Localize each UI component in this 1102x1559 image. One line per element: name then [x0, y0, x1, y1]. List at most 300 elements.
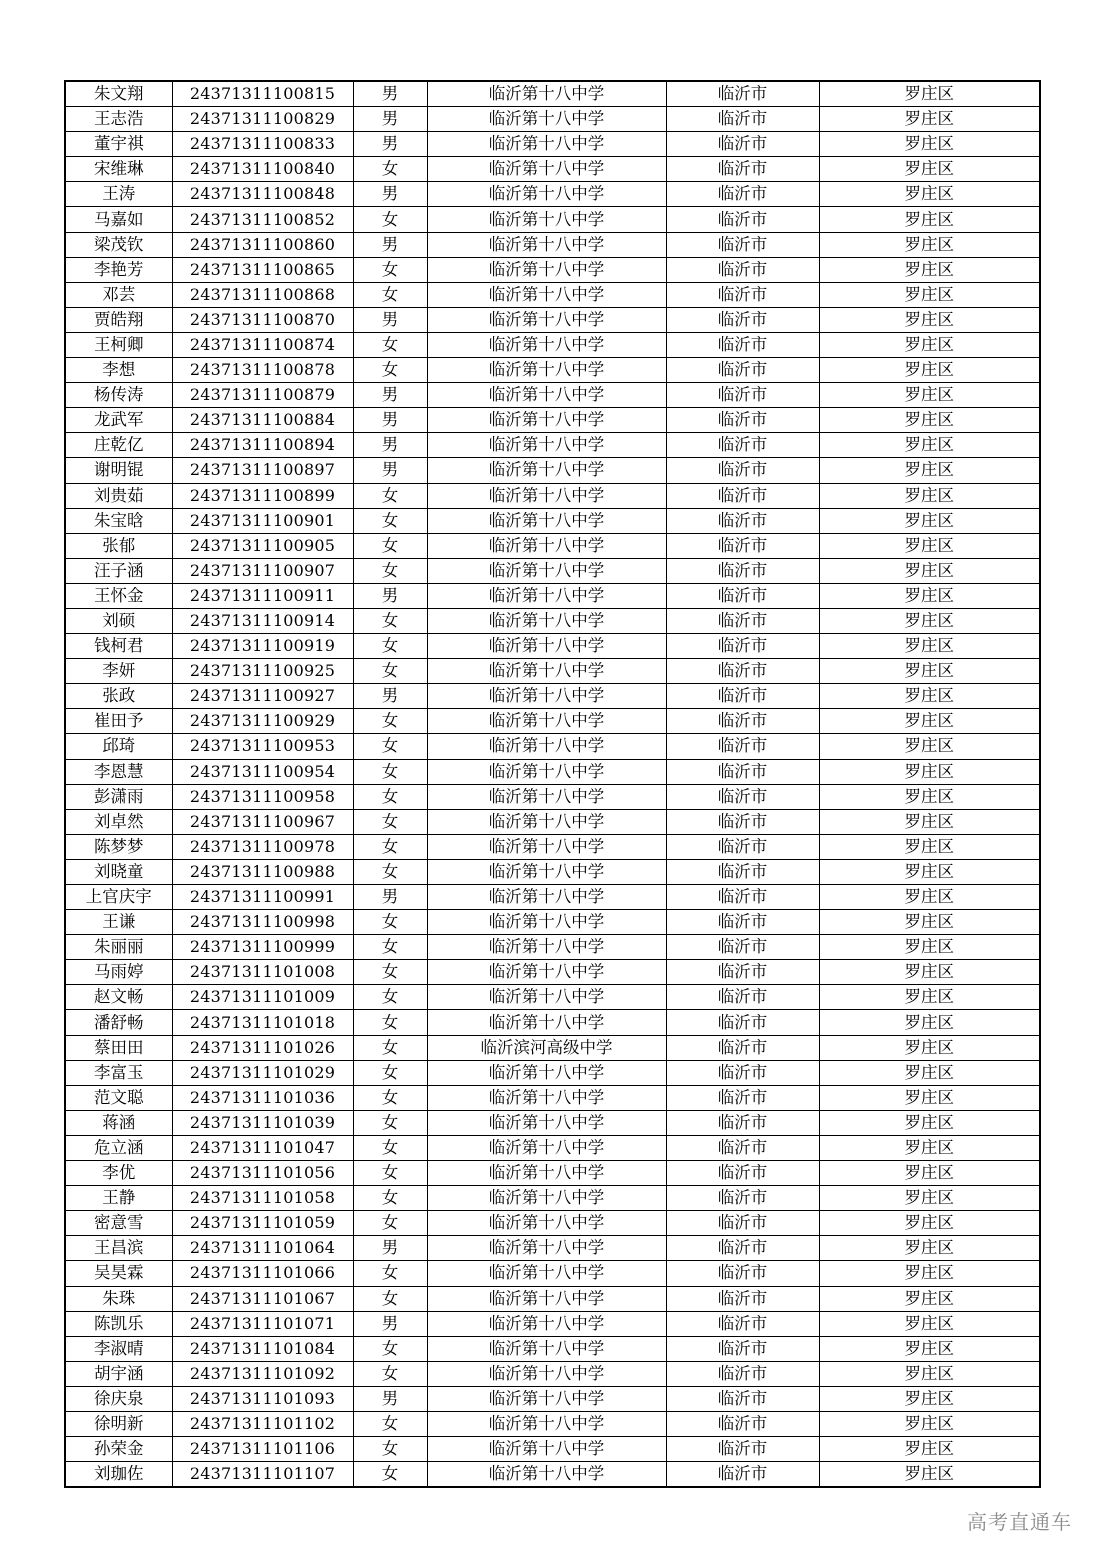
district-name: 罗庄区 [819, 408, 1040, 433]
district-name: 罗庄区 [819, 784, 1040, 809]
school-name: 临沂第十八中学 [427, 1386, 666, 1411]
student-name: 马雨婷 [65, 960, 172, 985]
gender: 女 [353, 1361, 427, 1386]
table-row [65, 533, 1040, 558]
exam-id: 24371311101026 [172, 1035, 353, 1060]
school-name: 临沂第十八中学 [427, 859, 666, 884]
student-name: 张郁 [65, 533, 172, 558]
table-row [65, 1236, 1040, 1261]
school-name: 临沂第十八中学 [427, 282, 666, 307]
exam-id: 24371311101029 [172, 1060, 353, 1085]
student-name: 李优 [65, 1161, 172, 1186]
table-row [65, 1261, 1040, 1286]
table-row [65, 1035, 1040, 1060]
table-row [65, 784, 1040, 809]
gender: 男 [353, 307, 427, 332]
school-name: 临沂第十八中学 [427, 533, 666, 558]
school-name: 临沂第十八中学 [427, 1437, 666, 1462]
table-row [65, 1361, 1040, 1386]
city-name: 临沂市 [666, 1236, 819, 1261]
gender: 女 [353, 157, 427, 182]
school-name: 临沂第十八中学 [427, 684, 666, 709]
school-name: 临沂第十八中学 [427, 1110, 666, 1135]
gender: 女 [353, 1261, 427, 1286]
gender: 男 [353, 684, 427, 709]
table-row [65, 1060, 1040, 1085]
district-name: 罗庄区 [819, 809, 1040, 834]
student-name: 王志浩 [65, 107, 172, 132]
city-name: 临沂市 [666, 483, 819, 508]
exam-id: 24371311100829 [172, 107, 353, 132]
district-name: 罗庄区 [819, 935, 1040, 960]
gender: 女 [353, 634, 427, 659]
district-name: 罗庄区 [819, 1311, 1040, 1336]
gender: 女 [353, 508, 427, 533]
district-name: 罗庄区 [819, 834, 1040, 859]
district-name: 罗庄区 [819, 1161, 1040, 1186]
district-name: 罗庄区 [819, 910, 1040, 935]
student-name: 胡宇涵 [65, 1361, 172, 1386]
table-row [65, 1010, 1040, 1035]
city-name: 临沂市 [666, 307, 819, 332]
gender: 女 [353, 207, 427, 232]
gender: 女 [353, 608, 427, 633]
student-name: 彭潇雨 [65, 784, 172, 809]
city-name: 临沂市 [666, 608, 819, 633]
city-name: 临沂市 [666, 1261, 819, 1286]
district-name: 罗庄区 [819, 508, 1040, 533]
student-name: 朱珠 [65, 1286, 172, 1311]
table-row [65, 608, 1040, 633]
school-name: 临沂第十八中学 [427, 834, 666, 859]
table-row [65, 709, 1040, 734]
exam-id: 24371311101008 [172, 960, 353, 985]
exam-id: 24371311100884 [172, 408, 353, 433]
district-name: 罗庄区 [819, 1411, 1040, 1436]
student-name: 刘贵茹 [65, 483, 172, 508]
exam-id: 24371311101056 [172, 1161, 353, 1186]
table-row [65, 1311, 1040, 1336]
exam-id: 24371311100967 [172, 809, 353, 834]
city-name: 临沂市 [666, 433, 819, 458]
gender: 男 [353, 1311, 427, 1336]
student-name: 范文聪 [65, 1085, 172, 1110]
exam-id: 24371311100988 [172, 859, 353, 884]
exam-id: 24371311101039 [172, 1110, 353, 1135]
exam-id: 24371311100905 [172, 533, 353, 558]
table-row [65, 1186, 1040, 1211]
school-name: 临沂第十八中学 [427, 1261, 666, 1286]
district-name: 罗庄区 [819, 257, 1040, 282]
gender: 女 [353, 709, 427, 734]
school-name: 临沂第十八中学 [427, 1010, 666, 1035]
city-name: 临沂市 [666, 282, 819, 307]
school-name: 临沂第十八中学 [427, 784, 666, 809]
city-name: 临沂市 [666, 1161, 819, 1186]
city-name: 临沂市 [666, 1010, 819, 1035]
district-name: 罗庄区 [819, 332, 1040, 357]
city-name: 临沂市 [666, 533, 819, 558]
district-name: 罗庄区 [819, 885, 1040, 910]
table-row [65, 910, 1040, 935]
district-name: 罗庄区 [819, 1085, 1040, 1110]
student-name: 李恩慧 [65, 759, 172, 784]
table-row [65, 960, 1040, 985]
district-name: 罗庄区 [819, 1110, 1040, 1135]
student-name: 庄乾亿 [65, 433, 172, 458]
table-row [65, 1462, 1040, 1488]
exam-id: 24371311101059 [172, 1211, 353, 1236]
table-row [65, 207, 1040, 232]
exam-id: 24371311101106 [172, 1437, 353, 1462]
roster-body [65, 81, 1040, 1487]
city-name: 临沂市 [666, 634, 819, 659]
district-name: 罗庄区 [819, 859, 1040, 884]
district-name: 罗庄区 [819, 1060, 1040, 1085]
district-name: 罗庄区 [819, 483, 1040, 508]
gender: 男 [353, 107, 427, 132]
table-row [65, 157, 1040, 182]
exam-id: 24371311101036 [172, 1085, 353, 1110]
city-name: 临沂市 [666, 709, 819, 734]
city-name: 临沂市 [666, 1060, 819, 1085]
district-name: 罗庄区 [819, 1135, 1040, 1160]
gender: 女 [353, 1010, 427, 1035]
gender: 男 [353, 1236, 427, 1261]
city-name: 临沂市 [666, 1311, 819, 1336]
table-row [65, 1286, 1040, 1311]
table-row [65, 81, 1040, 107]
table-row [65, 358, 1040, 383]
school-name: 临沂第十八中学 [427, 558, 666, 583]
gender: 女 [353, 935, 427, 960]
gender: 女 [353, 834, 427, 859]
city-name: 临沂市 [666, 985, 819, 1010]
student-name: 龙武军 [65, 408, 172, 433]
exam-id: 24371311100927 [172, 684, 353, 709]
exam-id: 24371311101067 [172, 1286, 353, 1311]
district-name: 罗庄区 [819, 282, 1040, 307]
table-row [65, 408, 1040, 433]
school-name: 临沂第十八中学 [427, 1336, 666, 1361]
city-name: 临沂市 [666, 207, 819, 232]
gender: 女 [353, 1085, 427, 1110]
city-name: 临沂市 [666, 383, 819, 408]
district-name: 罗庄区 [819, 433, 1040, 458]
district-name: 罗庄区 [819, 358, 1040, 383]
student-name: 潘舒畅 [65, 1010, 172, 1035]
student-name: 马嘉如 [65, 207, 172, 232]
school-name: 临沂第十八中学 [427, 910, 666, 935]
school-name: 临沂第十八中学 [427, 734, 666, 759]
student-name: 宋维琳 [65, 157, 172, 182]
table-row [65, 232, 1040, 257]
school-name: 临沂第十八中学 [427, 408, 666, 433]
student-name: 刘硕 [65, 608, 172, 633]
city-name: 临沂市 [666, 1336, 819, 1361]
school-name: 临沂第十八中学 [427, 985, 666, 1010]
table-row [65, 759, 1040, 784]
exam-id: 24371311100999 [172, 935, 353, 960]
school-name: 临沂第十八中学 [427, 107, 666, 132]
table-row [65, 282, 1040, 307]
district-name: 罗庄区 [819, 1286, 1040, 1311]
city-name: 临沂市 [666, 734, 819, 759]
school-name: 临沂第十八中学 [427, 1060, 666, 1085]
student-name: 刘晓童 [65, 859, 172, 884]
exam-id: 24371311101058 [172, 1186, 353, 1211]
city-name: 临沂市 [666, 408, 819, 433]
school-name: 临沂第十八中学 [427, 1236, 666, 1261]
student-name: 张政 [65, 684, 172, 709]
exam-id: 24371311100833 [172, 132, 353, 157]
student-name: 汪子涵 [65, 558, 172, 583]
table-row [65, 1085, 1040, 1110]
city-name: 临沂市 [666, 684, 819, 709]
city-name: 临沂市 [666, 1186, 819, 1211]
district-name: 罗庄区 [819, 1211, 1040, 1236]
table-row [65, 734, 1040, 759]
exam-id: 24371311101092 [172, 1361, 353, 1386]
city-name: 临沂市 [666, 1035, 819, 1060]
exam-id: 24371311100929 [172, 709, 353, 734]
school-name: 临沂第十八中学 [427, 1361, 666, 1386]
school-name: 临沂第十八中学 [427, 1411, 666, 1436]
school-name: 临沂第十八中学 [427, 659, 666, 684]
student-name: 朱宝晗 [65, 508, 172, 533]
table-row [65, 107, 1040, 132]
exam-id: 24371311100919 [172, 634, 353, 659]
student-name: 朱文翔 [65, 81, 172, 107]
exam-id: 24371311101071 [172, 1311, 353, 1336]
student-name: 梁茂钦 [65, 232, 172, 257]
table-row [65, 985, 1040, 1010]
district-name: 罗庄区 [819, 1437, 1040, 1462]
gender: 女 [353, 1286, 427, 1311]
table-row [65, 659, 1040, 684]
student-name: 危立涵 [65, 1135, 172, 1160]
exam-id: 24371311100848 [172, 182, 353, 207]
gender: 女 [353, 558, 427, 583]
gender: 女 [353, 358, 427, 383]
table-row [65, 1437, 1040, 1462]
gender: 女 [353, 1110, 427, 1135]
student-name: 邱琦 [65, 734, 172, 759]
student-name: 崔田予 [65, 709, 172, 734]
school-name: 临沂第十八中学 [427, 433, 666, 458]
district-name: 罗庄区 [819, 1462, 1040, 1488]
table-row [65, 1110, 1040, 1135]
gender: 男 [353, 433, 427, 458]
student-name: 蒋涵 [65, 1110, 172, 1135]
table-row [65, 332, 1040, 357]
student-name: 贾皓翔 [65, 307, 172, 332]
gender: 女 [353, 985, 427, 1010]
school-name: 临沂第十八中学 [427, 307, 666, 332]
district-name: 罗庄区 [819, 107, 1040, 132]
district-name: 罗庄区 [819, 1236, 1040, 1261]
table-row [65, 558, 1040, 583]
student-name: 王涛 [65, 182, 172, 207]
student-name: 朱丽丽 [65, 935, 172, 960]
school-name: 临沂第十八中学 [427, 81, 666, 107]
city-name: 临沂市 [666, 1110, 819, 1135]
school-name: 临沂第十八中学 [427, 1286, 666, 1311]
school-name: 临沂第十八中学 [427, 809, 666, 834]
student-name: 蔡田田 [65, 1035, 172, 1060]
exam-id: 24371311101066 [172, 1261, 353, 1286]
district-name: 罗庄区 [819, 1035, 1040, 1060]
city-name: 临沂市 [666, 1386, 819, 1411]
gender: 女 [353, 1462, 427, 1488]
district-name: 罗庄区 [819, 659, 1040, 684]
table-row [65, 684, 1040, 709]
school-name: 临沂第十八中学 [427, 608, 666, 633]
district-name: 罗庄区 [819, 1010, 1040, 1035]
city-name: 临沂市 [666, 332, 819, 357]
district-name: 罗庄区 [819, 558, 1040, 583]
city-name: 临沂市 [666, 960, 819, 985]
exam-id: 24371311100852 [172, 207, 353, 232]
district-name: 罗庄区 [819, 458, 1040, 483]
exam-id: 24371311100865 [172, 257, 353, 282]
school-name: 临沂第十八中学 [427, 1161, 666, 1186]
student-name: 李富玉 [65, 1060, 172, 1085]
exam-id: 24371311100901 [172, 508, 353, 533]
exam-id: 24371311100868 [172, 282, 353, 307]
school-name: 临沂第十八中学 [427, 332, 666, 357]
gender: 女 [353, 1437, 427, 1462]
district-name: 罗庄区 [819, 307, 1040, 332]
gender: 女 [353, 759, 427, 784]
exam-id: 24371311100860 [172, 232, 353, 257]
exam-id: 24371311100911 [172, 583, 353, 608]
city-name: 临沂市 [666, 759, 819, 784]
gender: 女 [353, 960, 427, 985]
student-name: 李想 [65, 358, 172, 383]
exam-id: 24371311100925 [172, 659, 353, 684]
school-name: 临沂第十八中学 [427, 383, 666, 408]
gender: 男 [353, 182, 427, 207]
city-name: 临沂市 [666, 809, 819, 834]
city-name: 临沂市 [666, 132, 819, 157]
exam-id: 24371311101084 [172, 1336, 353, 1361]
gender: 男 [353, 583, 427, 608]
gender: 女 [353, 483, 427, 508]
table-row [65, 1135, 1040, 1160]
school-name: 临沂第十八中学 [427, 1462, 666, 1488]
gender: 女 [353, 910, 427, 935]
district-name: 罗庄区 [819, 634, 1040, 659]
exam-id: 24371311100991 [172, 885, 353, 910]
exam-id: 24371311100998 [172, 910, 353, 935]
student-name: 密意雪 [65, 1211, 172, 1236]
table-row [65, 1386, 1040, 1411]
city-name: 临沂市 [666, 784, 819, 809]
gender: 男 [353, 885, 427, 910]
gender: 男 [353, 1386, 427, 1411]
exam-id: 24371311100978 [172, 834, 353, 859]
exam-id: 24371311101018 [172, 1010, 353, 1035]
school-name: 临沂第十八中学 [427, 257, 666, 282]
student-name: 上官庆宇 [65, 885, 172, 910]
district-name: 罗庄区 [819, 759, 1040, 784]
school-name: 临沂第十八中学 [427, 1135, 666, 1160]
city-name: 临沂市 [666, 583, 819, 608]
exam-id: 24371311100907 [172, 558, 353, 583]
exam-id: 24371311101064 [172, 1236, 353, 1261]
table-row [65, 257, 1040, 282]
district-name: 罗庄区 [819, 1386, 1040, 1411]
student-name: 邓芸 [65, 282, 172, 307]
district-name: 罗庄区 [819, 182, 1040, 207]
student-name: 徐明新 [65, 1411, 172, 1436]
table-row [65, 834, 1040, 859]
table-row [65, 433, 1040, 458]
exam-id: 24371311101107 [172, 1462, 353, 1488]
gender: 男 [353, 408, 427, 433]
table-row [65, 458, 1040, 483]
exam-id: 24371311100879 [172, 383, 353, 408]
gender: 女 [353, 1060, 427, 1085]
city-name: 临沂市 [666, 1462, 819, 1488]
gender: 女 [353, 1411, 427, 1436]
gender: 女 [353, 257, 427, 282]
exam-id: 24371311100894 [172, 433, 353, 458]
school-name: 临沂第十八中学 [427, 458, 666, 483]
table-row [65, 182, 1040, 207]
student-name: 刘卓然 [65, 809, 172, 834]
city-name: 临沂市 [666, 1135, 819, 1160]
student-name: 刘珈佐 [65, 1462, 172, 1488]
student-name: 王静 [65, 1186, 172, 1211]
district-name: 罗庄区 [819, 608, 1040, 633]
school-name: 临沂第十八中学 [427, 935, 666, 960]
district-name: 罗庄区 [819, 960, 1040, 985]
exam-id: 24371311100958 [172, 784, 353, 809]
district-name: 罗庄区 [819, 1261, 1040, 1286]
school-name: 临沂第十八中学 [427, 182, 666, 207]
gender: 女 [353, 533, 427, 558]
student-name: 钱柯君 [65, 634, 172, 659]
district-name: 罗庄区 [819, 1186, 1040, 1211]
exam-id: 24371311100815 [172, 81, 353, 107]
exam-id: 24371311100840 [172, 157, 353, 182]
gender: 女 [353, 1336, 427, 1361]
city-name: 临沂市 [666, 1085, 819, 1110]
student-name: 陈梦梦 [65, 834, 172, 859]
table-row [65, 508, 1040, 533]
gender: 男 [353, 132, 427, 157]
gender: 男 [353, 232, 427, 257]
table-row [65, 383, 1040, 408]
table-row [65, 583, 1040, 608]
student-name: 王柯卿 [65, 332, 172, 357]
district-name: 罗庄区 [819, 81, 1040, 107]
gender: 女 [353, 1211, 427, 1236]
gender: 男 [353, 458, 427, 483]
city-name: 临沂市 [666, 81, 819, 107]
city-name: 临沂市 [666, 859, 819, 884]
exam-id: 24371311100914 [172, 608, 353, 633]
district-name: 罗庄区 [819, 232, 1040, 257]
exam-id: 24371311101093 [172, 1386, 353, 1411]
school-name: 临沂第十八中学 [427, 232, 666, 257]
district-name: 罗庄区 [819, 207, 1040, 232]
table-row [65, 1211, 1040, 1236]
gender: 女 [353, 1161, 427, 1186]
city-name: 临沂市 [666, 659, 819, 684]
